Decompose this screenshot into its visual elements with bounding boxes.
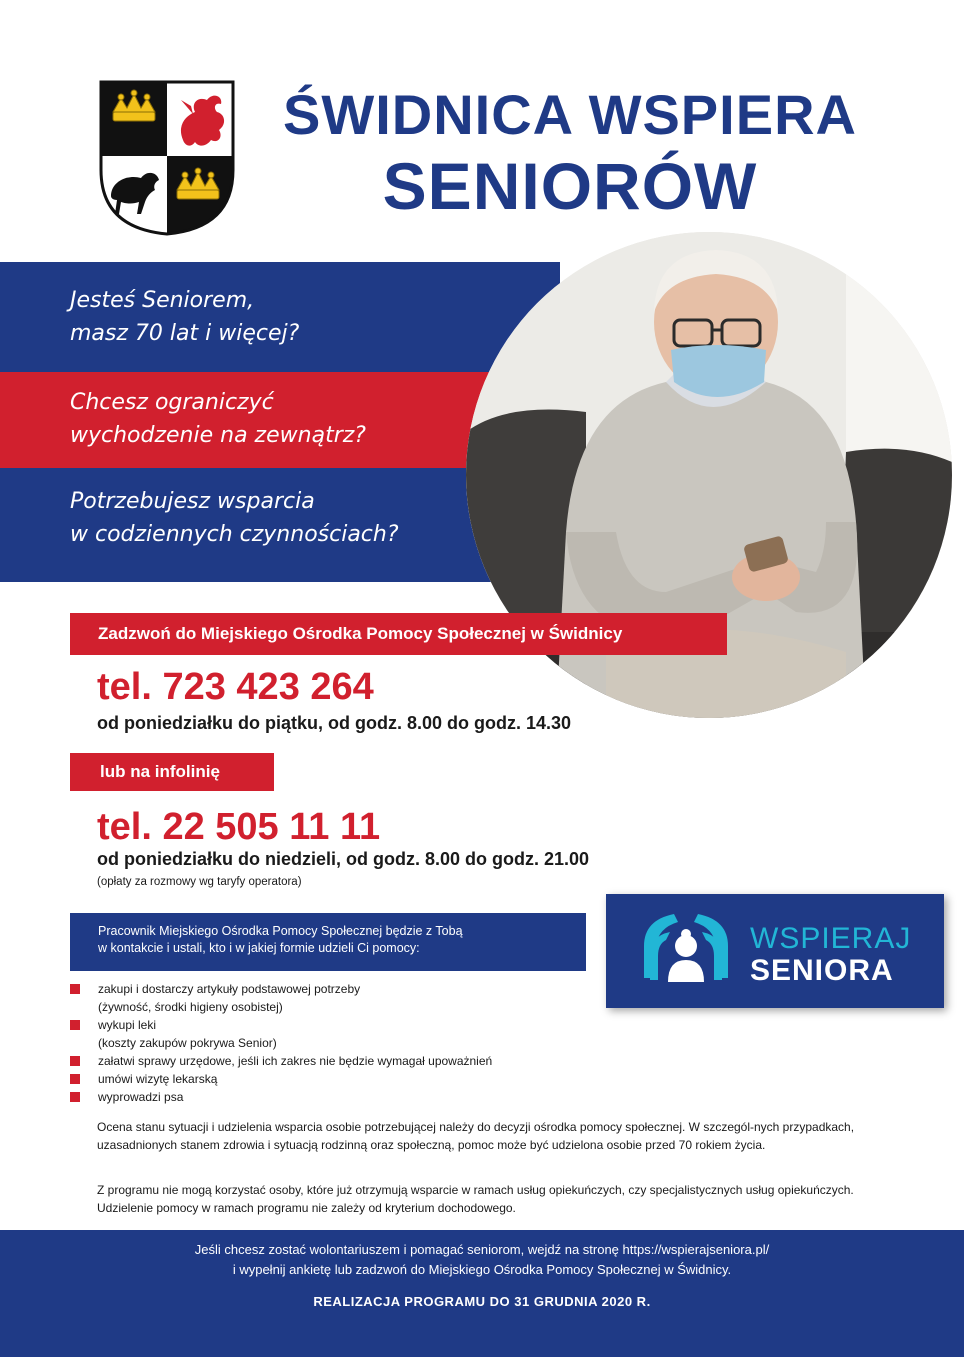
bullet-square-icon xyxy=(70,1020,80,1030)
question-3-line1: Potrzebujesz wsparcia xyxy=(70,489,315,514)
question-band-1 xyxy=(0,262,560,372)
list-item: zakupi i dostarczy artykuły podstawowej potrzeby (żywność, środki higieny osobistej) xyxy=(70,980,630,1016)
question-2 xyxy=(70,386,366,452)
eligibility-paragraph: Ocena stanu sytuacji i udzielenia wsparcia osobie potrzebującej należy do decyzji ośrodka pomocy społecznej. W szczegól-nych przypadkach, uzasadnionych stanem zdrowia i sytuacją rodzinną oraz społeczną, pomoc może być udzielona osobie przed 70 rokiem życia. xyxy=(97,1120,855,1152)
question-1-line1: Jesteś Seniorem, xyxy=(70,288,255,313)
question-2-line1: Chcesz ograniczyć xyxy=(70,390,274,415)
page-title-line1: ŚWIDNICA WSPIERA xyxy=(283,83,857,146)
footer xyxy=(0,1230,964,1357)
list-item: umówi wizytę lekarską xyxy=(70,1070,630,1088)
list-item: wyprowadzi psa xyxy=(70,1088,630,1106)
infoline-label: lub na infolinię xyxy=(70,753,274,791)
footer-program-deadline: REALIZACJA PROGRAMU DO 31 GRUDNIA 2020 R. xyxy=(313,1294,651,1309)
list-item: załatwi sprawy urzędowe, jeśli ich zakres nie będzie wymagał upoważnień xyxy=(70,1052,630,1070)
help-info-box xyxy=(70,913,586,971)
question-1 xyxy=(70,284,299,350)
question-1-line2: masz 70 lat i więcej? xyxy=(70,321,300,346)
footer-volunteer-line[interactable]: Jeśli chcesz zostać wolontariuszem i pomagać seniorom, wejdź na stronę https://wspierajseniora.pl/ xyxy=(194,1242,770,1257)
question-3-line2: w codziennych czynnościach? xyxy=(70,522,399,547)
wspieraj-seniora-logo xyxy=(606,894,944,1008)
bullet-square-icon xyxy=(70,1092,80,1102)
coat-of-arms-icon xyxy=(97,78,237,238)
logo-word-wspieraj: WSPIERAJ xyxy=(750,922,912,955)
bullet-square-icon xyxy=(70,1056,80,1066)
bullet-square-icon xyxy=(70,1074,80,1084)
caring-hands-icon xyxy=(636,906,736,996)
exclusion-paragraph: Z programu nie mogą korzystać osoby, które już otrzymują wsparcie w ramach usług opiekuńczych, czy specjalistycznych usług opiekuńczych. Udzielenie pomocy w ramach programu nie zależy od kryterium dochodowego. xyxy=(97,1183,854,1215)
logo-word-seniora: SENIORA xyxy=(750,954,894,987)
question-3 xyxy=(70,485,399,551)
question-2-line2: wychodzenie na zewnątrz? xyxy=(70,423,366,448)
fee-note: (opłaty za rozmowy wg taryfy operatora) xyxy=(97,876,302,888)
hours-infoline: od poniedziałku do niedzieli, od godz. 8.00 do godz. 21.00 xyxy=(97,849,590,869)
phone-infoline[interactable]: tel. 22 505 11 11 xyxy=(97,806,381,848)
help-info-line1: Pracownik Miejskiego Ośrodka Pomocy Społecznej będzie z Tobą xyxy=(98,924,463,938)
help-list xyxy=(70,980,630,1106)
help-info-line2: w kontakcie i ustali, kto i w jakiej formie udzieli Ci pomocy: xyxy=(98,941,420,955)
bullet-square-icon xyxy=(70,984,80,994)
hours-mops: od poniedziałku do piątku, od godz. 8.00 do godz. 14.30 xyxy=(97,713,572,733)
page-title-line2: SENIORÓW xyxy=(382,149,758,223)
list-item: wykupi leki (koszty zakupów pokrywa Senior) xyxy=(70,1016,630,1052)
footer-survey-line: i wypełnij ankietę lub zadzwoń do Miejskiego Ośrodka Pomocy Społecznej w Świdnicy. xyxy=(232,1262,732,1277)
call-mops-label: Zadzwoń do Miejskiego Ośrodka Pomocy Społecznej w Świdnicy xyxy=(70,613,727,655)
phone-mops[interactable]: tel. 723 423 264 xyxy=(97,666,374,708)
